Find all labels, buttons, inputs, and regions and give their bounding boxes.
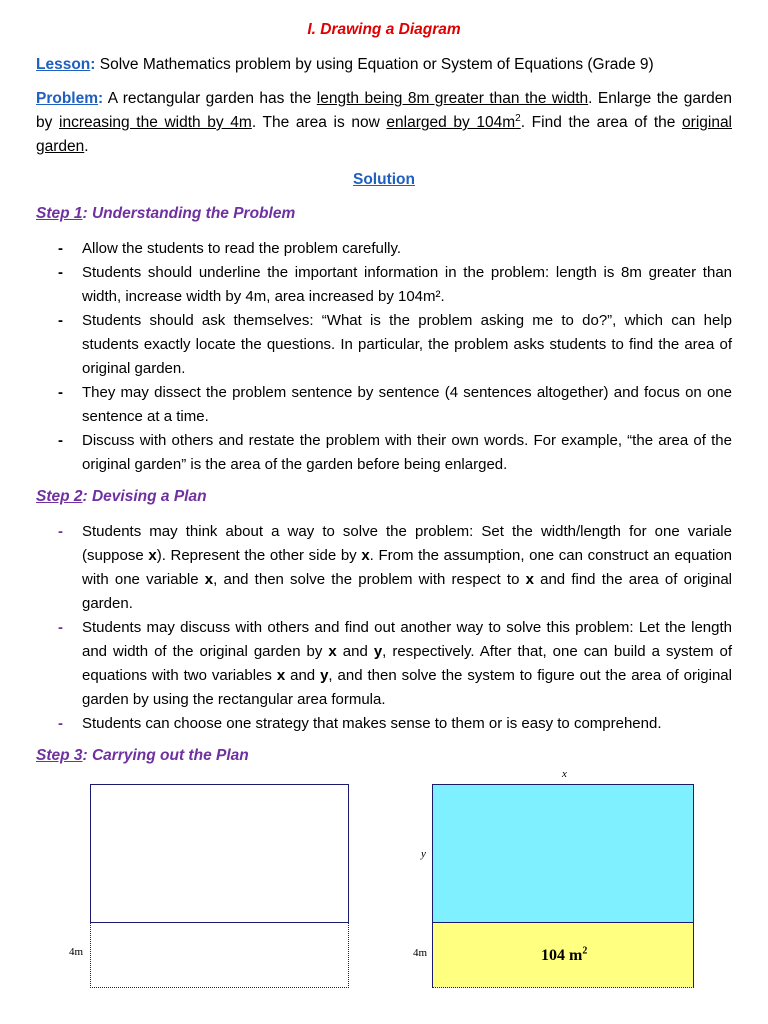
- step2-list: [36, 520, 732, 736]
- problem-paragraph: Problem: A rectangular garden has the length being 8m greater than the width. Enlarge the garden by increasing the width by 4m. The area is now enlarged by $104m^2$. Find the area of the original garden.: [36, 90, 733, 155]
- step2-item-text: and find the area of original garden.: [82, 571, 732, 612]
- step1-list: [36, 237, 732, 477]
- step1-item: [36, 429, 732, 477]
- problem-text-4: . Find the area of the: [520, 114, 683, 131]
- bullet-dash: -: [58, 264, 63, 281]
- step1-item: [36, 309, 732, 381]
- extension-rect-outline: [90, 923, 349, 988]
- right-4m-label: 4m: [413, 947, 428, 959]
- step3-heading: Step 3: Carrying out the Plan: [36, 747, 249, 764]
- x-label: x: [562, 768, 567, 780]
- variable-name: x: [361, 547, 370, 564]
- lesson-label: Lesson: [36, 56, 91, 73]
- original-garden-rect: [90, 784, 349, 923]
- problem-underline-4: original garden: [36, 114, 733, 155]
- step2-item-text: Students may think about a way to solve the problem: Set the width/length for one variale (suppose: [82, 523, 732, 564]
- step2-item-text: ). Represent the other side by: [156, 547, 362, 564]
- variable-name: x: [276, 667, 286, 684]
- problem-label: Problem: [36, 90, 99, 107]
- problem-text-2: . Enlarge the garden by: [36, 90, 732, 131]
- step1-item-text: Students should underline the important information in the problem: length is 8m greater than width, increase width by 4m, area increased by 104m².: [82, 264, 732, 305]
- problem-text-1: A rectangular garden has the: [103, 90, 317, 107]
- lesson-text: Solve Mathematics problem by using Equation or System of Equations (Grade 9): [99, 56, 654, 73]
- left-4m-label: 4m: [69, 946, 84, 958]
- step2-heading: Step 2: Devising a Plan: [36, 488, 207, 505]
- bullet-dash: -: [58, 312, 63, 329]
- bullet-dash: -: [58, 715, 63, 732]
- step2-item: [36, 616, 732, 712]
- step2-item-text: Students can choose one strategy that makes sense to them or is easy to comprehend.: [82, 715, 662, 732]
- problem-underline-3: enlarged by $104m^2$: [386, 112, 521, 131]
- variable-name: x: [525, 571, 534, 588]
- step2-item-text: . From the assumption, one can construct an equation with one variable: [82, 547, 732, 588]
- step2-item-text: and: [336, 643, 374, 660]
- bullet-dash: -: [58, 523, 63, 540]
- variable-name: x: [148, 547, 157, 564]
- step2-item-text: , respectively. After that, one can build a system of equations with two variables: [82, 643, 732, 684]
- step2-item: [36, 520, 732, 616]
- added-area-label: 104 $m^2$: [541, 945, 588, 964]
- bullet-dash: -: [58, 384, 63, 401]
- problem-text-5: .: [84, 138, 89, 155]
- step1-heading: Step 1: Understanding the Problem: [36, 205, 296, 222]
- variable-name: x: [204, 571, 214, 588]
- variable-name: y: [373, 643, 383, 660]
- problem-underline-1: length being 8m greater than the width: [316, 90, 589, 107]
- step1-item-text: Allow the students to read the problem carefully.: [82, 240, 402, 257]
- step1-item-text: Discuss with others and restate the problem with their own words. For example, “the area of the original garden” is the area of the garden before being enlarged.: [82, 432, 732, 473]
- bullet-dash: -: [58, 432, 63, 449]
- step2-item-text: , and then solve the problem with respect to: [213, 571, 526, 588]
- original-area-rect: [432, 784, 694, 923]
- step1-item: [36, 237, 732, 261]
- y-label: y: [421, 848, 426, 860]
- bullet-dash: -: [58, 619, 63, 636]
- step1-item-text: Students should ask themselves: “What is the problem asking me to do?”, which can help students exactly locate the questions. In particular, the problem asks students to find the area of original garden.: [82, 312, 732, 377]
- lesson-line: Lesson: Solve Mathematics problem by using Equation or System of Equations (Grade 9): [36, 56, 654, 73]
- step1-item-text: They may dissect the problem sentence by sentence (4 sentences altogether) and focus on one sentence at a time.: [82, 384, 732, 425]
- enlarged-garden-diagram: [405, 765, 705, 1005]
- solution-heading: Solution: [353, 171, 415, 188]
- step1-item: [36, 261, 732, 309]
- document-title: I. Drawing a Diagram: [307, 21, 461, 38]
- variable-name: x: [328, 643, 337, 660]
- step2-item-text: Students may discuss with others and find out another way to solve this problem: Let the length and width of the original garden by: [82, 619, 732, 660]
- step2-item-text: , and then solve the system to figure out the area of original garden by using the rectangular area formula.: [82, 667, 732, 708]
- variable-name: y: [320, 667, 329, 684]
- original-garden-diagram: [55, 770, 355, 1000]
- step2-item-text: and: [285, 667, 321, 684]
- step2-item: [36, 712, 732, 736]
- problem-underline-2: increasing the width by 4m: [59, 114, 252, 131]
- problem-text-3: . The area is now: [251, 114, 387, 131]
- bullet-dash: -: [58, 240, 63, 257]
- step1-item: [36, 381, 732, 429]
